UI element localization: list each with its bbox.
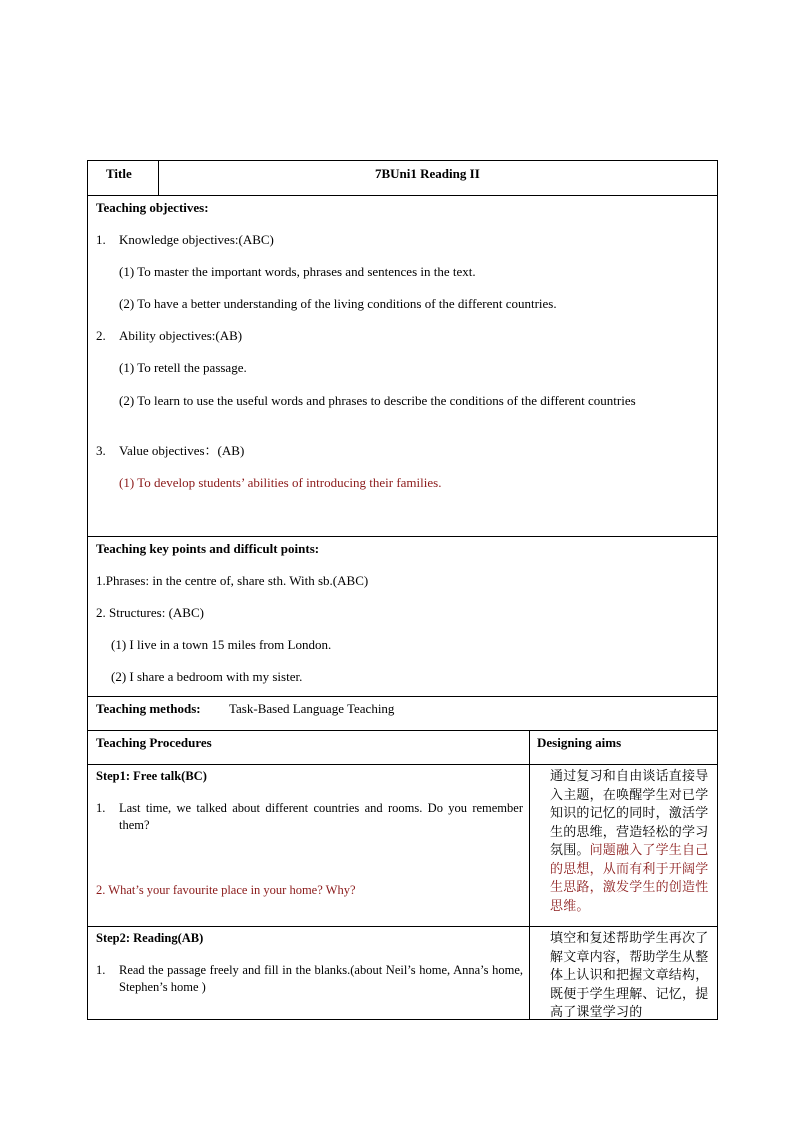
step1-aim-text: 通过复习和自由谈话直接导入主题，在唤醒学生对已学知识的记忆的同时，激活学生的思维，营造轻松的学习氛围。	[550, 769, 709, 858]
step1-procedure-cell	[88, 765, 529, 926]
step1-item2: 2. What’s your favourite place in your home? Why?	[96, 883, 356, 897]
lesson-title: 7BUni1 Reading II	[375, 166, 480, 181]
objectives-heading: Teaching objectives:	[96, 200, 209, 215]
keypoint-structures: 2. Structures: (ABC)	[96, 605, 204, 620]
step1-row	[88, 765, 717, 927]
methods-value: Task-Based Language Teaching	[229, 701, 395, 716]
keypoint-structure-1: (1) I live in a town 15 miles from London.	[111, 637, 332, 652]
objective-1: Knowledge objectives:(ABC)	[119, 232, 274, 247]
step2-aim-cell	[529, 927, 717, 1020]
objective-1b: (2) To have a better understanding of the living conditions of the different countries.	[119, 296, 557, 311]
objective-1-number: 1.	[96, 232, 106, 247]
title-row	[88, 161, 717, 196]
objective-1a: (1) To master the important words, phrases and sentences in the text.	[119, 264, 476, 279]
step2-title: Step2: Reading(AB)	[96, 931, 204, 945]
step1-title: Step1: Free talk(BC)	[96, 769, 207, 783]
objective-2b: (2) To learn to use the useful words and phrases to describe the conditions of the different countries	[119, 393, 636, 408]
title-label: Title	[106, 166, 132, 181]
methods-row	[88, 697, 717, 731]
keypoints-row	[88, 537, 717, 697]
keypoints-heading: Teaching key points and difficult points:	[96, 541, 320, 556]
objective-3a: (1) To develop students’ abilities of introducing their families.	[119, 475, 442, 490]
keypoint-structure-2: (2) I share a bedroom with my sister.	[111, 669, 303, 684]
procedures-header-row	[88, 731, 717, 765]
step1-item1-number: 1.	[96, 801, 106, 815]
step1-aim-cell	[529, 765, 717, 926]
objective-2a: (1) To retell the passage.	[119, 360, 247, 375]
objective-3: Value objectives：(AB)	[119, 443, 245, 458]
objective-3-number: 3.	[96, 443, 106, 458]
title-label-cell	[88, 161, 158, 195]
step1-aim	[550, 768, 715, 916]
objective-2: Ability objectives:(AB)	[119, 328, 243, 343]
step2-row	[88, 927, 717, 1020]
objective-2-number: 2.	[96, 328, 106, 343]
objectives-row	[88, 196, 717, 537]
step2-item1: Read the passage freely and fill in the blanks.(about Neil’s home, Anna’s home, Stephen’s home )	[119, 963, 523, 994]
procedures-header-cell	[88, 731, 529, 764]
step2-procedure-cell	[88, 927, 529, 1020]
title-value-cell	[158, 161, 717, 195]
procedures-header: Teaching Procedures	[96, 735, 212, 750]
step1-aim-highlight: 问题融入了学生自己的思想，从而有利于开阔学生思路，激发学生的创造性思维。	[550, 843, 709, 914]
step1-item1: Last time, we talked about different countries and rooms. Do you remember them?	[119, 801, 523, 832]
aims-header: Designing aims	[537, 735, 622, 750]
methods-label: Teaching methods:	[96, 701, 201, 716]
aims-header-cell	[529, 731, 717, 764]
step2-aim: 填空和复述帮助学生再次了解文章内容，帮助学生从整体上认识和把握文章结构，既便于学生理解、记忆，提高了课堂学习的	[550, 931, 709, 1020]
lesson-plan-table	[87, 160, 718, 1020]
step2-item1-number: 1.	[96, 963, 106, 977]
keypoint-phrases: 1.Phrases: in the centre of, share sth. With sb.(ABC)	[96, 573, 369, 588]
